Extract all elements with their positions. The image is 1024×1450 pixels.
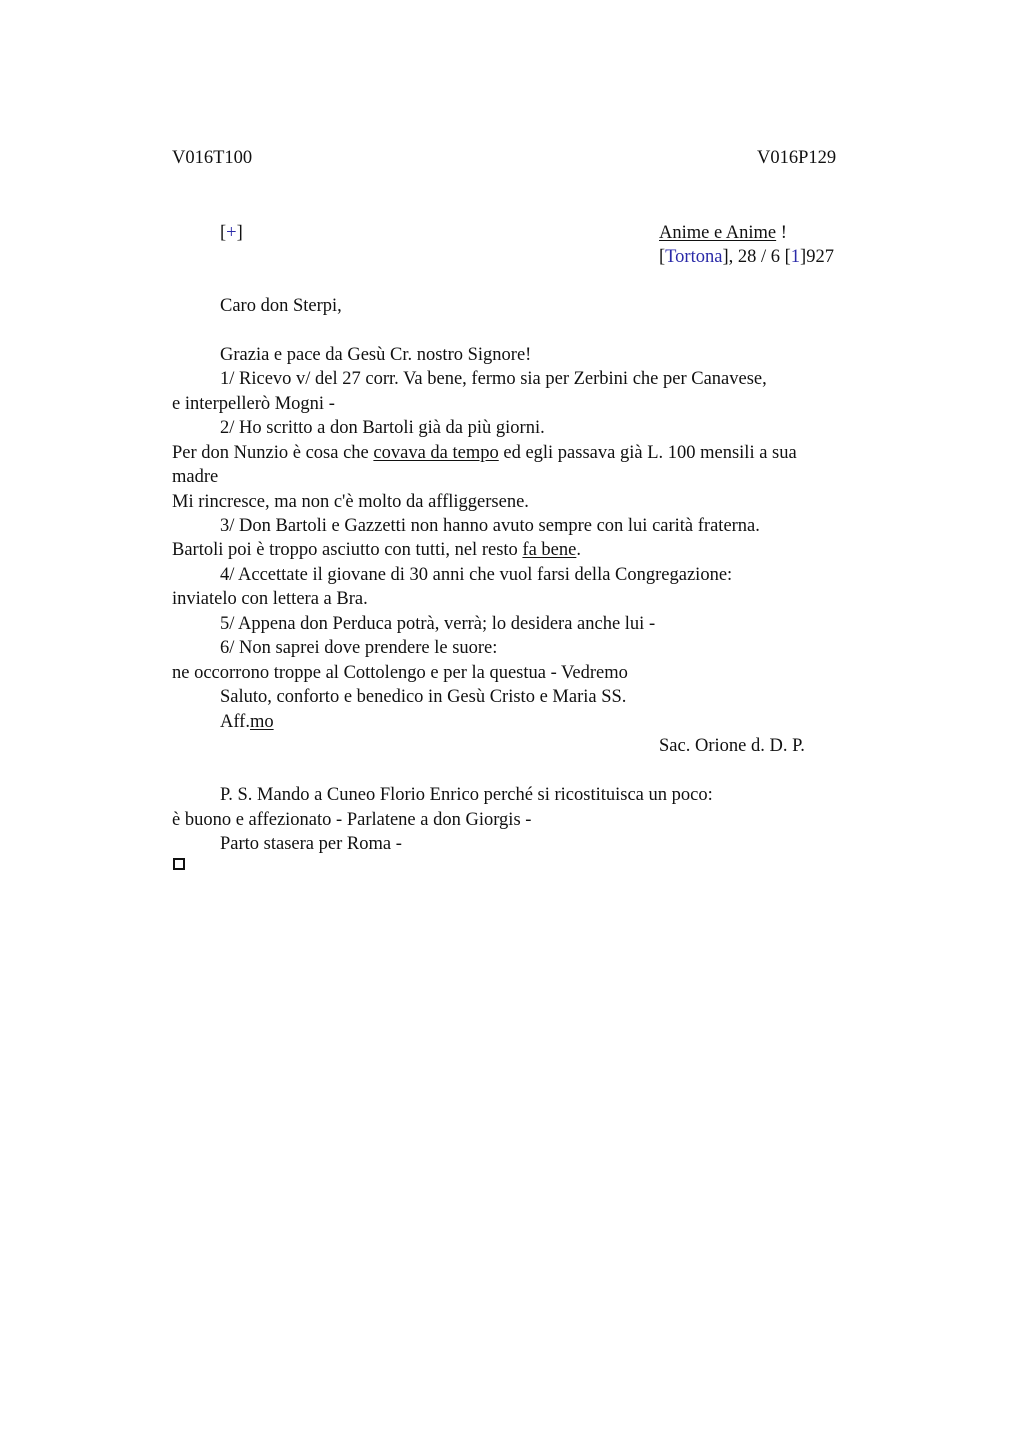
closing-affectionate xyxy=(220,710,274,734)
paragraph-6-line-1: 6/ Non saprei dove prendere le suore: xyxy=(220,638,498,658)
cross-marker xyxy=(220,221,243,245)
paragraph-2-line-2 xyxy=(172,441,797,465)
paragraph-3-line-2 xyxy=(172,538,581,562)
bracket-open: [ xyxy=(659,247,666,267)
paragraph-4-line-1: 4/ Accettate il giovane di 30 anni che vuol farsi della Congregazione: xyxy=(220,565,733,585)
end-checkbox-icon xyxy=(173,858,185,870)
paragraph-2-line-4: Mi rincresce, ma non c'è molto da affliggersene. xyxy=(172,492,529,512)
date-text: ], 28 / 6 [ xyxy=(722,247,791,267)
salutation: Caro don Sterpi, xyxy=(220,296,342,316)
header-right-code: V016P129 xyxy=(757,148,837,168)
paragraph-1-line-1: 1/ Ricevo v/ del 27 corr. Va bene, fermo sia per Zerbini che per Canavese, xyxy=(220,369,767,389)
paragraph-1-line-2: e interpellerò Mogni - xyxy=(172,394,335,414)
underlined-phrase: covava da tempo xyxy=(373,443,499,463)
paragraph-2-line-1: 2/ Ho scritto a don Bartoli già da più giorni. xyxy=(220,418,545,438)
postscript-line-2: è buono e affezionato - Parlatene a don Giorgis - xyxy=(172,810,532,830)
text-segment: ed egli passava già L. 100 mensili a sua xyxy=(498,443,797,463)
postscript-line-1: P. S. Mando a Cuneo Florio Enrico perché si ricostituisca un poco: xyxy=(220,785,713,805)
year-rest: ]927 xyxy=(800,247,834,267)
letter-title xyxy=(659,221,787,245)
paragraph-5-line-1: 5/ Appena don Perduca potrà, verrà; lo desidera anche lui - xyxy=(220,614,656,634)
paragraph-4-line-2: inviatelo con lettera a Bra. xyxy=(172,589,368,609)
paragraph-2-line-3: madre xyxy=(172,467,219,487)
bracket-open: [ xyxy=(220,223,227,243)
text-segment: Aff. xyxy=(220,712,250,732)
closing-blessing: Saluto, conforto e benedico in Gesù Cristo e Maria SS. xyxy=(220,687,627,707)
signature: Sac. Orione d. D. P. xyxy=(659,736,805,756)
greeting: Grazia e pace da Gesù Cr. nostro Signore! xyxy=(220,345,532,365)
text-segment: Per don Nunzio è cosa che xyxy=(172,443,374,463)
bracket-close: ] xyxy=(236,223,243,243)
place-date xyxy=(659,245,834,269)
cross-icon[interactable]: + xyxy=(226,223,237,243)
paragraph-6-line-2: ne occorrono troppe al Cottolengo e per la questua - Vedremo xyxy=(172,663,628,683)
title-text: Anime e Anime xyxy=(659,223,777,243)
place-link[interactable]: Tortona xyxy=(665,247,723,267)
text-segment: Bartoli poi è troppo asciutto con tutti, nel resto xyxy=(172,540,523,560)
title-suffix: ! xyxy=(776,223,787,243)
postscript-line-3: Parto stasera per Roma - xyxy=(220,834,402,854)
header-left-code: V016T100 xyxy=(172,148,253,168)
underlined-phrase: fa bene xyxy=(522,540,577,560)
paragraph-3-line-1: 3/ Don Bartoli e Gazzetti non hanno avuto sempre con lui carità fraterna. xyxy=(220,516,760,536)
underlined-abbreviation: mo xyxy=(249,712,274,732)
text-segment: . xyxy=(576,540,581,560)
year-prefix-link[interactable]: 1 xyxy=(790,247,801,267)
